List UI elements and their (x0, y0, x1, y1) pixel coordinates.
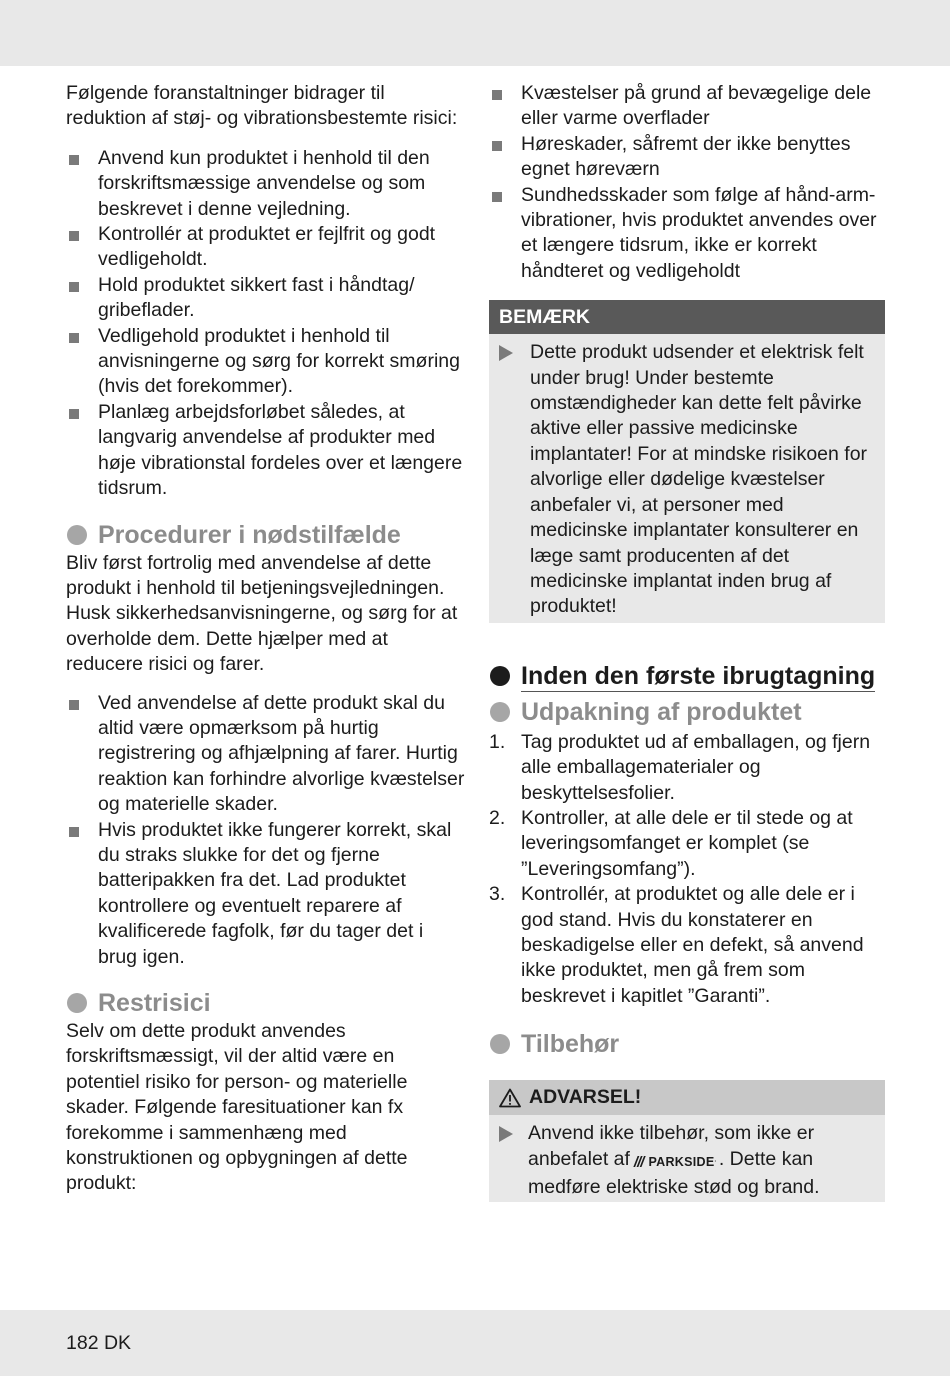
bullet-dot-icon (67, 525, 87, 545)
residual-risks-paragraph: Selv om dette produkt anvendes forskriftsmæssigt, vil der altid være en potentiel risiko for person- og materielle skader. Følgende faresituationer kan fx forekomme i sammenhæng med konstruktionen og opbygningen af dette produkt: (66, 1020, 408, 1195)
list-item: Hold produktet sikkert fast i håndtag/ gribeflader. (66, 273, 466, 324)
step-item: 3. Kontrollér, at produktet og alle dele er i god stand. Hvis du konstaterer en beskadigelse eller en defekt, så anvend ikke produktet, men gå frem som beskrevet i kapitlet ”Garanti”. (489, 883, 864, 1007)
emergency-list (66, 691, 466, 970)
note-title: BEMÆRK (489, 300, 885, 334)
warning-triangle-icon (499, 1088, 521, 1108)
unpacking-steps (489, 730, 885, 1009)
emergency-paragraph: Bliv først fortrolig med anvendelse af dette produkt i henhold til betjeningsvejledningen. Husk sikkerhedsanvisningerne, og sørg for at overholde dem. Dette hjælper med at reducere risici og farer. (66, 551, 458, 676)
bullet-dot-icon (490, 1034, 510, 1054)
list-item: Vedligehold produktet i henhold til anvisningerne og sørg for korrekt smøring (hvis det forekommer). (66, 324, 466, 400)
note-text: Dette produkt udsender et elektrisk felt under brug! Under bestemte omstændigheder kan dette felt påvirke aktive eller passive medicinske implantater! For at mindske risikoen for alvorlige eller dødelige kvæstelser anbefaler vi, at personer med medicinske implantater konsulterer en læge samt producenten af det medicinske implantat inden brug af produktet! (530, 341, 868, 618)
list-item: Anvend kun produktet i henhold til den forskriftsmæssige anvendelse og som beskrevet i denne vejledning. (66, 146, 466, 222)
page-number: 182 DK (66, 1332, 132, 1354)
first-use-heading: Inden den første ibrugtagning (489, 661, 885, 691)
residual-risks-heading: Restrisici (66, 988, 466, 1018)
step-item: 1. Tag produktet ud af emballagen, og fjern alle emballagematerialer og beskyttelsesfolier. (489, 730, 871, 804)
measures-list (66, 146, 466, 502)
triangle-bullet-icon (499, 345, 513, 361)
intro-paragraph: Følgende foranstaltninger bidrager til reduktion af støj- og vibrationsbestemte risici: (66, 82, 458, 130)
list-item: Hvis produktet ikke fungerer korrekt, skal du straks slukke for det og fjerne batteripakken fra det. Lad produktet kontrollere og eventuelt reparere af kvalificerede fagfolk, før du tager det i brug igen. (66, 818, 466, 970)
list-item: Ved anvendelse af dette produkt skal du altid være opmærksom på hurtig registrering og afhjælpning af farer. Hurtig reaktion kan forhindre alvorlige kvæstelser og materielle skader. (66, 691, 466, 818)
warning-title: ADVARSEL! (489, 1080, 885, 1115)
bullet-dot-icon (490, 666, 510, 686)
list-item: Kontrollér at produktet er fejlfrit og godt vedligeholdt. (66, 222, 466, 273)
bullet-dot-icon (490, 702, 510, 722)
accessories-heading: Tilbehør (489, 1029, 885, 1059)
triangle-bullet-icon (499, 1126, 513, 1142)
parkside-logo: /// PARKSIDE · (633, 1153, 717, 1171)
list-item: Høreskader, såfremt der ikke benyttes egnet høreværn (489, 132, 885, 183)
emergency-heading: Procedurer i nødstilfælde (66, 520, 466, 550)
list-item: Kvæstelser på grund af bevægelige dele eller varme overflader (489, 81, 885, 132)
left-column (66, 81, 466, 1197)
list-item: Sundhedsskader som følge af hånd-arm-vibrationer, hvis produktet anvendes over et længere tidsrum, ikke er korrekt håndteret og vedligeholdt (489, 183, 885, 285)
right-column (489, 81, 885, 1202)
unpacking-heading: Udpakning af produktet (489, 697, 885, 727)
page-bottom-band (0, 1310, 950, 1376)
warning-box (489, 1080, 885, 1202)
step-item: 2. Kontroller, at alle dele er til stede og at leveringsomfanget er komplet (se ”Leveringsomfang”). (489, 806, 853, 880)
risks-list (489, 81, 885, 284)
warning-text: Anvend ikke tilbehør, som ikke er anbefalet af /// PARKSIDE · . Dette kan medføre elektriske stød og brand. (528, 1122, 820, 1198)
note-box (489, 300, 885, 622)
list-item: Planlæg arbejdsforløbet således, at langvarig anvendelse af produkter med høje vibrationstal fordeles over et længere tidsrum. (66, 400, 466, 502)
page-top-band (0, 0, 950, 66)
bullet-dot-icon (67, 993, 87, 1013)
